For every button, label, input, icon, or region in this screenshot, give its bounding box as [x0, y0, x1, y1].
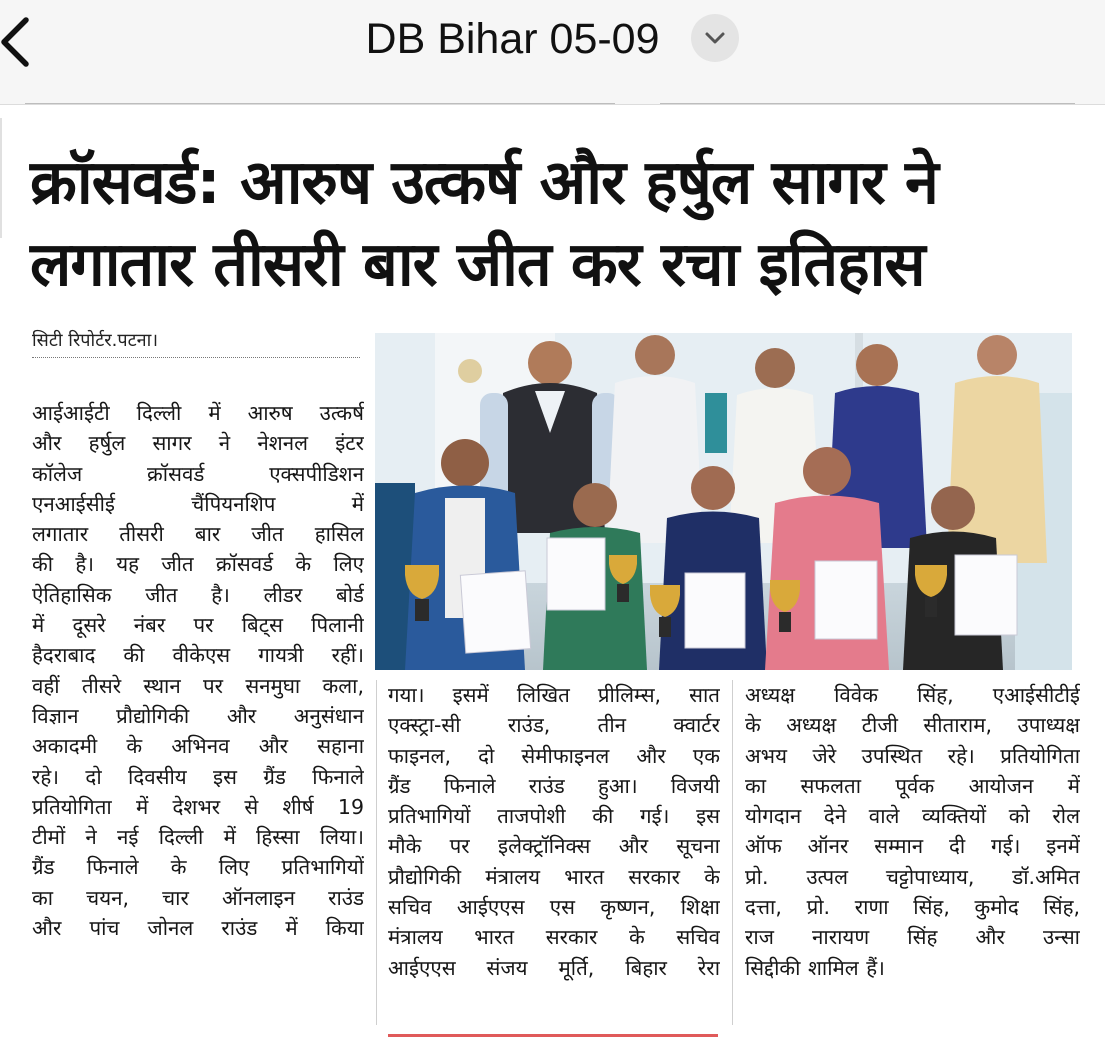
text-line: टीमों ने नई दिल्ली में हिस्सा लिया।	[32, 825, 364, 850]
headline-line-1: क्रॉसवर्ड: आरुष उत्कर्ष और हर्षुल सागर ने	[30, 147, 938, 218]
text-line: एक्स्ट्रा-सी राउंड, तीन क्वार्टर	[388, 713, 720, 738]
text-line: एनआईसीई चैंपियनशिप में	[32, 491, 364, 516]
text-line: अध्यक्ष विवेक सिंह, एआईसीटीई	[745, 683, 1080, 707]
text-line: मंत्रालय भारत सरकार के सचिव	[388, 925, 720, 950]
text-line: ग्रैंड फिनाले राउंड हुआ। विजयी	[388, 773, 720, 798]
news-photo	[375, 333, 1072, 670]
text-line: की है। यह जीत क्रॉसवर्ड के लिए	[32, 552, 364, 577]
text-line: लगातार तीसरी बार जीत हासिल	[32, 522, 364, 547]
text-line: गया। इसमें लिखित प्रीलिम्स, सात	[388, 683, 720, 707]
byline: सिटी रिपोर्टर.पटना।	[32, 330, 159, 351]
headline	[30, 142, 1090, 306]
document-title: DB Bihar 05-09	[365, 15, 660, 63]
text-line: राज नारायण सिंह और उन्सा	[745, 925, 1080, 950]
divider	[25, 103, 615, 104]
text-line: में दूसरे नंबर पर बिट्स पिलानी	[32, 613, 364, 638]
text-line: फाइनल, दो सेमीफाइनल और एक	[388, 743, 720, 768]
text-line: और पांच जोनल राउंड में किया	[32, 916, 364, 941]
text-line: प्रतियोगिता में देशभर से शीर्ष 19	[32, 794, 364, 819]
page-edge	[0, 118, 2, 238]
text-line: प्रो. उत्पल चट्टोपाध्याय, डॉ.अमित	[745, 864, 1080, 889]
accent-rule	[388, 1034, 718, 1037]
text-line: योगदान देने वाले व्यक्तियों को रोल	[745, 804, 1080, 829]
text-line: सिद्दीकी शामिल हैं।	[745, 955, 885, 980]
text-line: प्रतिभागियों ताजपोशी की गई। इस	[388, 804, 720, 829]
award-ceremony-photo	[375, 333, 1072, 670]
text-line: सचिव आईएएस एस कृष्णन, शिक्षा	[388, 895, 720, 920]
article-column-1	[32, 398, 364, 943]
text-line: का सफलता पूर्वक आयोजन में	[745, 773, 1080, 798]
text-line: का चयन, चार ऑनलाइन राउंड	[32, 885, 364, 910]
text-line: हैदराबाद की वीकेएस गायत्री रहीं।	[32, 643, 364, 668]
article-column-3	[745, 680, 1080, 983]
top-bar	[0, 0, 1105, 105]
text-line: और हर्षुल सागर ने नेशनल इंटर	[32, 431, 364, 456]
column-rule	[376, 680, 377, 1025]
text-line: ऐतिहासिक जीत है। लीडर बोर्ड	[32, 582, 364, 607]
text-line: ग्रैंड फिनाले के लिए प्रतिभागियों	[32, 855, 364, 880]
column-rule	[732, 680, 733, 1025]
text-line: प्रौद्योगिकी मंत्रालय भारत सरकार के	[388, 864, 720, 889]
text-line: मौके पर इलेक्ट्रॉनिक्स और सूचना	[388, 834, 720, 859]
article-column-2	[388, 680, 720, 983]
chevron-down-icon	[704, 28, 726, 48]
text-line: आईआईटी दिल्ली में आरुष उत्कर्ष	[32, 401, 364, 425]
text-line: दत्ता, प्रो. राणा सिंह, कुमोद सिंह,	[745, 895, 1080, 920]
text-line: अकादमी के अभिनव और सहाना	[32, 734, 364, 759]
text-line: वहीं तीसरे स्थान पर सनमुघा कला,	[32, 673, 364, 698]
text-line: अभय जेरे उपस्थित रहे। प्रतियोगिता	[745, 743, 1080, 768]
divider	[660, 103, 1075, 104]
byline-rule	[32, 357, 360, 358]
text-line: रहे। दो दिवसीय इस ग्रैंड फिनाले	[32, 764, 364, 789]
text-line: विज्ञान प्रौद्योगिकी और अनुसंधान	[32, 703, 364, 728]
text-line: आईएएस संजय मूर्ति, बिहार रेरा	[388, 955, 720, 980]
headline-line-2: लगातार तीसरी बार जीत कर रचा इतिहास	[30, 229, 925, 300]
text-line: कॉलेज क्रॉसवर्ड एक्सपीडिशन	[32, 461, 364, 486]
text-line: के अध्यक्ष टीजी सीताराम, उपाध्यक्ष	[745, 713, 1080, 738]
title-menu-button[interactable]	[691, 14, 739, 62]
text-line: ऑफ ऑनर सम्मान दी गई। इनमें	[745, 834, 1080, 859]
